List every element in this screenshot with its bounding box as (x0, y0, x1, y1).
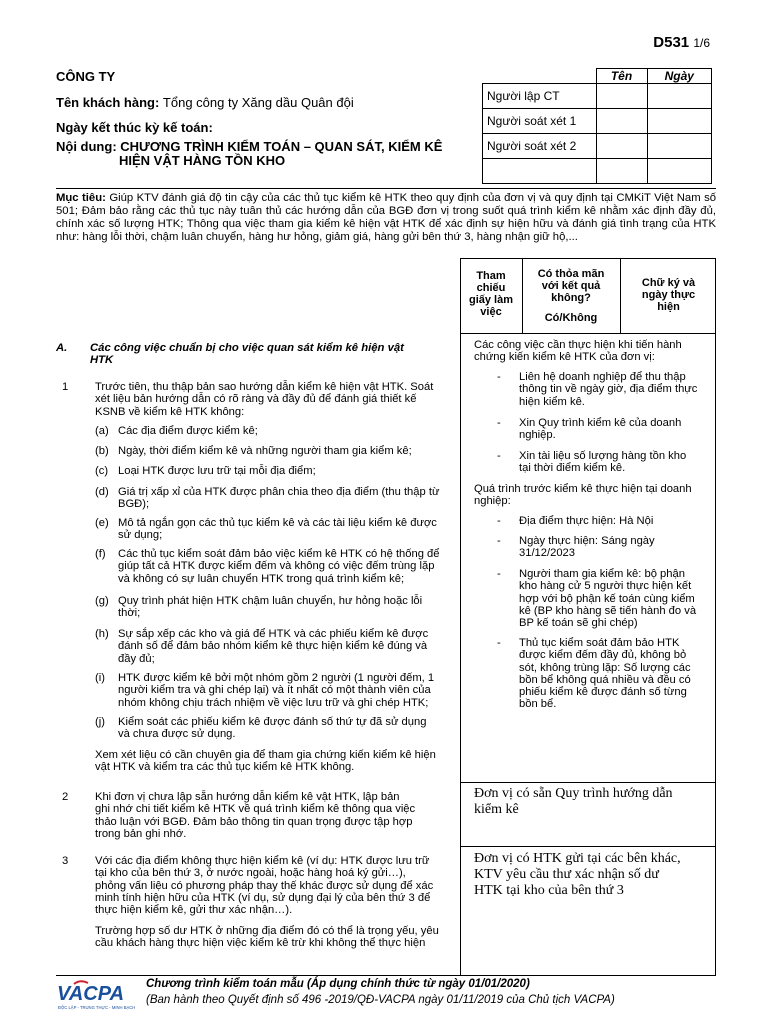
footer-line1: Chương trình kiểm toán mẫu (Áp dụng chính thức từ ngày 01/01/2020) (146, 978, 530, 990)
document-code (653, 34, 710, 51)
right-bullet (497, 637, 713, 711)
right-bullet (497, 535, 713, 560)
footer-divider (56, 975, 716, 976)
text-line: Quá trình trước kiểm kê thực hiện tại doanh (474, 483, 692, 495)
section-a-title (56, 342, 456, 366)
text-line: Khi đơn vị chưa lập sẵn hướng dẫn kiểm kê vật HTK, lập bản (95, 791, 400, 803)
text-line: Ngày, thời điểm kiểm kê và những người tham gia kiểm kê; (118, 445, 412, 457)
col-text: hiện (657, 301, 680, 313)
col-header-sign (622, 277, 715, 313)
text-line: thực hiện kiểm kê, gửi thư xác nhận…). (95, 904, 293, 917)
text-line: được kiểm đếm đầy đủ, không bỏ (519, 649, 687, 662)
text-line: bồn bể. (519, 698, 557, 711)
sub-item (95, 548, 452, 585)
signoff-cell[interactable] (647, 134, 711, 159)
sub-key: (c) (95, 465, 109, 477)
signoff-row-reviewer2: Người soát xét 2 (483, 134, 597, 159)
bullet-dash: - (497, 515, 501, 527)
text-line: Người tham gia kiểm kê: bộ phận (519, 568, 685, 580)
grid-line (460, 846, 716, 847)
text-line: Trường hợp số dư HTK ở những địa điểm đó có thể là trọng yếu, yêu (95, 925, 439, 937)
footer-line2: (Ban hành theo Quyết định số 496 -2019/QĐ-VACPA ngày 01/11/2019 của Chủ tịch VACPA) (146, 994, 615, 1006)
signoff-row-reviewer1: Người soát xét 1 (483, 109, 597, 134)
col-text: ngày thực (641, 289, 696, 301)
text-line: nghiệp: (474, 495, 511, 508)
text-line: Với các địa điểm không thực hiện kiểm kê (ví dụ: HTK được lưu trữ (95, 855, 430, 867)
logo-text: VACPA (57, 983, 125, 1005)
text-line: phiếu kiểm kê được đánh số từng (519, 686, 687, 699)
text-line: HTK tại kho của bên thứ 3 (474, 883, 624, 898)
content-title-line1: CHƯƠNG TRÌNH KIỂM TOÁN – QUAN SÁT, KIỂM KÊ (120, 139, 443, 154)
sub-key: (d) (95, 486, 109, 498)
company-label: CÔNG TY (56, 69, 116, 84)
sub-key: (g) (95, 595, 109, 607)
text-line: Mô tả ngắn gọn các thủ tục kiểm kê và các tài liệu kiểm kê được (118, 517, 437, 529)
item3-text2 (95, 925, 452, 950)
text-line: Ngày thực hiện: Sáng ngày (519, 535, 655, 547)
item-number: 1 (62, 381, 69, 393)
text-line: kiểm kê (474, 802, 519, 817)
right-intro (474, 339, 714, 364)
item-number: 3 (62, 855, 69, 867)
grid-line (460, 258, 716, 259)
signoff-cell[interactable] (596, 159, 647, 184)
code-text: D531 (653, 34, 690, 51)
sub-item (95, 425, 452, 437)
sub-key: (e) (95, 517, 109, 529)
content-row (56, 140, 442, 168)
text-line: xét liệu bản hướng dẫn có rõ ràng và đầy đủ để đánh giá thiết kế (95, 393, 417, 406)
text-line: KTV yêu cầu thư xác nhận số dư (474, 867, 659, 882)
sub-item (95, 445, 452, 457)
col-text: Chữ ký và (641, 277, 696, 289)
text-line: và không có sự luân chuyển HTK trong quá trình kiểm kê; (118, 572, 405, 585)
signoff-col-date: Ngày (647, 69, 711, 84)
signoff-cell[interactable] (647, 109, 711, 134)
sub-key: (i) (95, 672, 105, 684)
objective-label: Mục tiêu: (56, 192, 106, 204)
sub-item (95, 672, 452, 709)
text-line: kho hàng cử 5 người thực hiện kết (519, 580, 692, 593)
col-text: với kết quả (541, 280, 601, 292)
text-line: HTK được kiểm kê bởi một nhóm gồm 2 người (1 người đếm, 1 (118, 672, 435, 684)
grid-line (460, 333, 716, 334)
right-note-thirdparty (474, 851, 714, 899)
col-text: không? (551, 292, 591, 304)
text-line: tại thời điểm kiểm kê. (519, 462, 626, 475)
text-line: Các công việc cần thực hiện khi tiến hành (474, 339, 682, 351)
text-line: thảo luận với BGĐ. Đảm bảo thông tin quan trọng được tập hợp (95, 815, 413, 828)
item1-text (95, 381, 452, 418)
signoff-cell[interactable] (596, 84, 647, 109)
col-text: chiếu (476, 282, 506, 294)
text-line: vật HTK và kiểm tra các thủ tục kiểm kê HTK không. (95, 761, 355, 774)
text-line: Các thủ tục kiểm soát đảm bảo việc kiểm kê HTK có hệ thống để (118, 548, 440, 560)
text-line: giúp tất cả HTK được kiểm đếm và không có việc đếm trùng lặp (118, 560, 435, 573)
signoff-cell[interactable] (596, 109, 647, 134)
text-line: Quy trình phát hiện HTK chậm luân chuyển, hư hỏng hoặc lỗi (118, 595, 423, 607)
vacpa-logo (56, 978, 136, 1012)
text-line: 31/12/2023 (519, 547, 575, 560)
bullet-dash: - (497, 371, 501, 383)
text-line: Đơn vị có sẵn Quy trình hướng dẫn (474, 786, 673, 801)
text-line: nhóm không chịu trách nhiệm về việc lưu trữ và ghi chép HTK; (118, 696, 429, 709)
text-line: ghi nhớ chi tiết kiểm kê HTK về quá trình kiểm kê thông qua việc (95, 803, 416, 816)
grid-line (715, 258, 716, 975)
text-line: bồn bể không quá nhiều và đều có (519, 673, 691, 686)
text-line: hợp với bộ phận kế toán cùng kiểm (519, 592, 695, 605)
objective-text: Giúp KTV đánh giá độ tin cậy của các thủ tục kiểm kê HTK theo quy định của đơn vị và quy định tại CMKiT Việt Nam số 501; Đảm bảo rằng các thủ tục này tuân thủ các hướng dẫn của BGĐ đơn vị trong suốt quá trình kiểm kê nhằm xác định đầy đủ, chính xác số lượng HTK; Thông qua việc tham gia kiểm kê hiện vật HTK để xác định sự hiện hữu và đánh giá tình trạng của HTK như: hàng lỗi thời, chậm luân chuyển, hàng hư hỏng, giảm giá, hàng gửi bên thứ 3, hàng nhận giữ hộ,... (56, 192, 717, 243)
client-label: Tên khách hàng: (56, 95, 160, 110)
period-label: Ngày kết thúc kỳ kế toán: (56, 120, 213, 135)
text-line: thông tin về ngày giờ, địa điểm thực (519, 383, 698, 396)
item3-text (95, 855, 452, 916)
text-line: thời; (118, 607, 141, 620)
sub-item (95, 595, 452, 620)
col-text: Có thỏa mãn (537, 268, 605, 280)
bullet-dash: - (497, 417, 501, 429)
text-line: BP kế toán sẽ ghi chép) (519, 617, 638, 630)
text-line: Xin Quy trình kiểm kê của doanh (519, 417, 682, 429)
text-line: và chưa được sử dụng. (118, 728, 236, 741)
signoff-col-name: Tên (596, 69, 647, 84)
grid-line (522, 258, 523, 333)
text-line: BGĐ); (118, 498, 150, 511)
text-line: Giá trị xấp xỉ của HTK được phân chia theo địa điểm (thu thập từ (118, 486, 440, 498)
text-line: Liên hệ doanh nghiệp để thu thập (519, 371, 686, 383)
section-title-line: HTK (90, 354, 114, 366)
right-intro2 (474, 483, 714, 508)
col-text: Tham (476, 270, 506, 282)
text-line: hiện kiểm kê. (519, 395, 585, 408)
signoff-cell[interactable] (647, 84, 711, 109)
content-label: Nội dung: (56, 139, 117, 154)
col-header-ref (462, 270, 520, 318)
text-line: phỏng vấn liệu có phương pháp thay thế khác được sử dụng để xác (95, 879, 434, 892)
signoff-row-empty (483, 159, 597, 184)
divider-top (56, 188, 716, 189)
item1-after (95, 749, 452, 774)
text-line: Đơn vị có HTK gửi tại các bên khác, (474, 851, 681, 866)
sub-item (95, 716, 452, 741)
client-value: Tổng công ty Xăng dầu Quân đội (162, 95, 354, 110)
text-line: Địa điểm thực hiện: Hà Nội (519, 515, 654, 527)
text-line: Các địa điểm được kiểm kê; (118, 425, 258, 437)
signoff-corner (483, 69, 597, 84)
grid-line (460, 258, 461, 975)
text-line: Xem xét liệu có cần chuyên gia để tham gia chứng kiến kiểm kê hiện (95, 749, 436, 761)
right-bullet (497, 515, 713, 527)
text-line: Trước tiên, thu thập bản sao hướng dẫn kiểm kê hiện vật HTK. Soát (95, 381, 434, 393)
col-text: giấy làm (468, 294, 514, 306)
text-line: đánh số để đảm bảo nhóm kiểm kê thực hiện kiểm kê đúng và (118, 640, 428, 653)
bullet-dash: - (497, 637, 501, 649)
right-note-procedure (474, 786, 714, 818)
section-label: A. (56, 342, 68, 354)
signoff-cell[interactable] (647, 159, 711, 184)
text-line: sót, không trùng lặp: Số lượng các (519, 661, 691, 674)
item-number: 2 (62, 791, 69, 803)
text-line: cầu khách hàng thực hiện việc kiểm kê trừ khi không thể thực hiện (95, 937, 426, 950)
right-bullet (497, 450, 713, 475)
text-line: KSNB về kiểm kê HTK không: (95, 405, 245, 418)
bullet-dash: - (497, 450, 501, 462)
item2-text (95, 791, 452, 840)
grid-line (460, 782, 716, 783)
sub-item (95, 486, 452, 511)
sub-key: (a) (95, 425, 109, 437)
sub-item (95, 465, 452, 477)
client-row (56, 95, 354, 110)
right-bullet (497, 371, 713, 408)
text-line: Kiểm soát các phiếu kiểm kê được đánh số thứ tự đã sử dụng (118, 716, 427, 728)
text-line: đầy đủ; (118, 652, 155, 665)
sub-key: (b) (95, 445, 109, 457)
bullet-dash: - (497, 568, 501, 580)
section-title-line: Các công việc chuẩn bị cho việc quan sát kiểm kê hiện vật (90, 342, 404, 354)
page-number: 1/6 (693, 36, 710, 50)
signoff-row-preparer: Người lập CT (483, 84, 597, 109)
text-line: minh tính hiện hữu của HTK (ví dụ, sử dụng đại lý của bên thứ 3 để (95, 891, 431, 904)
grid-line (620, 258, 621, 333)
col-text: việc (480, 306, 502, 318)
text-line: Loại HTK được lưu trữ tại mỗi địa điểm; (118, 465, 316, 477)
logo-subtext: ĐỘC LẬP - TRUNG THỰC - MINH BẠCH (58, 1005, 136, 1010)
right-bullet (497, 568, 713, 629)
text-line: kê (BP kho hàng sẽ tiến hành đo và (519, 604, 697, 617)
bullet-dash: - (497, 535, 501, 547)
text-line: sử dụng; (118, 529, 163, 542)
signoff-table (482, 68, 712, 184)
sub-key: (j) (95, 716, 105, 728)
sub-key: (h) (95, 628, 109, 640)
content-title-line2: HIỆN VẬT HÀNG TỒN KHO (119, 153, 286, 168)
text-line: trong bản ghi nhớ. (95, 827, 187, 840)
text-line: chứng kiến kiểm kê HTK của đơn vị: (474, 351, 655, 364)
text-line: người kiểm tra và ghi chép lại) và ít nhất có một thành viên của (118, 684, 431, 697)
col-text: Có/Không (544, 312, 598, 324)
text-line: nghiệp. (519, 429, 556, 442)
right-bullet (497, 417, 713, 442)
text-line: tại kho của bên thứ 3, ở nước ngoài, hoặc hàng hoá ký gửi…), (95, 867, 406, 880)
sub-item (95, 517, 452, 542)
sub-item (95, 628, 452, 665)
text-line: Sự sắp xếp các kho và giá để HTK và các phiếu kiểm kê được (118, 628, 429, 640)
sub-key: (f) (95, 548, 106, 560)
col-header-agree (524, 268, 618, 324)
objective-paragraph (56, 192, 716, 244)
text-line: Thủ tục kiểm soát đảm bảo HTK (519, 637, 680, 649)
signoff-cell[interactable] (596, 134, 647, 159)
text-line: Xin tài liệu số lượng hàng tồn kho (519, 450, 687, 462)
